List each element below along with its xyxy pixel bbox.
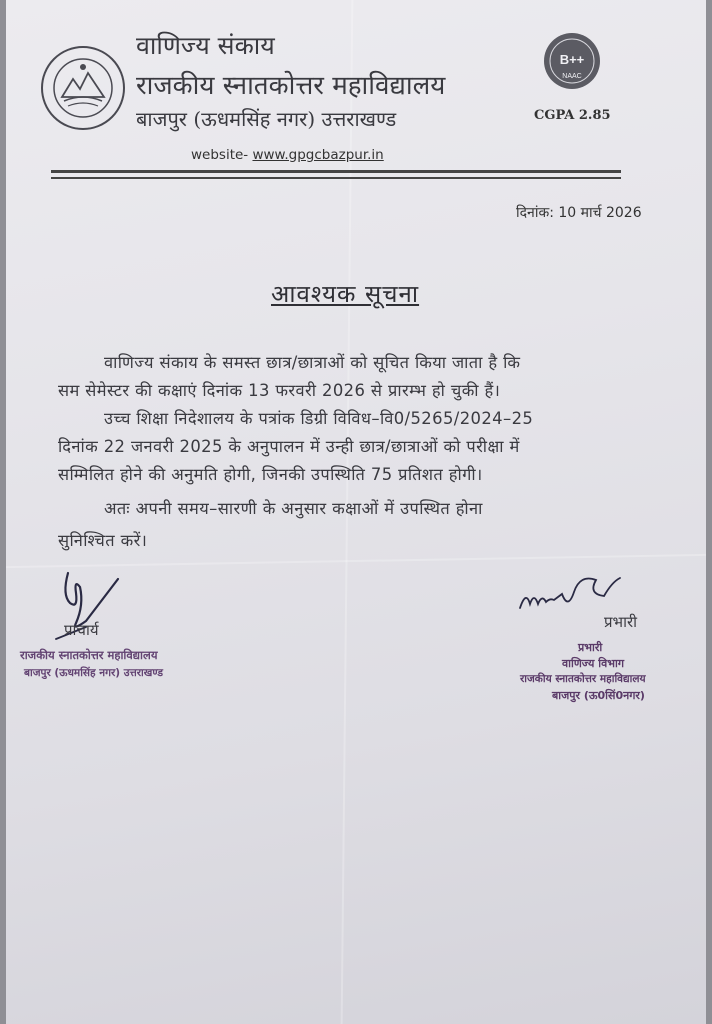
cgpa-score: CGPA 2.85 [534, 108, 611, 123]
incharge-stamp-line-1: प्रभारी [578, 641, 603, 654]
naac-badge-icon [542, 30, 602, 92]
incharge-stamp-line-4: बाजपुर (ऊ0सिं0नगर) [552, 689, 645, 702]
body-line-4: दिनांक 22 जनवरी 2025 के अनुपालन में उन्ही छात्र/छात्राओं को परीक्षा में [58, 437, 520, 456]
college-name: राजकीय स्नातकोत्तर महाविद्यालय [136, 71, 446, 101]
body-line-2: सम सेमेस्टर की कक्षाएं दिनांक 13 फरवरी 2026 से प्रारम्भ हो चुकी हैं। [58, 381, 501, 400]
notice-paper [6, 0, 706, 1024]
body-line-6: अतः अपनी समय–सारणी के अनुसार कक्षाओं में उपस्थित होना [104, 499, 483, 518]
body-line-3: उच्च शिक्षा निदेशालय के पत्रांक डिग्री विविध–वि0/5265/2024–25 [104, 409, 534, 428]
college-emblem-icon [40, 45, 126, 131]
website-link[interactable]: www.gpgcbazpur.in [252, 147, 384, 163]
body-line-5: सम्मिलित होने की अनुमति होगी, जिनकी उपस्थिति 75 प्रतिशत होगी। [58, 465, 483, 484]
principal-stamp-line-2: बाजपुर (ऊधमसिंह नगर) उत्तराखण्ड [24, 667, 163, 679]
principal-stamp-line-1: राजकीय स्नातकोत्तर महाविद्यालय [20, 648, 158, 662]
naac-label: NAAC [562, 73, 582, 80]
header-divider [51, 177, 621, 179]
notice-date: दिनांक: 10 मार्च 2026 [516, 205, 642, 221]
naac-grade: B++ [559, 52, 585, 67]
body-line-1: वाणिज्य संकाय के समस्त छात्र/छात्राओं को सूचित किया जाता है कि [104, 353, 521, 372]
faculty-name: वाणिज्य संकाय [136, 31, 275, 60]
body-line-7: सुनिश्चित करें। [58, 531, 148, 550]
notice-title: आवश्यक सूचना [271, 280, 420, 308]
college-location: बाजपुर (ऊधमसिंह नगर) उत्तराखण्ड [136, 107, 397, 131]
header-divider [51, 170, 621, 173]
website-label: website- [191, 147, 253, 163]
principal-label: प्राचार्य [64, 621, 99, 639]
website-line [191, 147, 384, 163]
incharge-label: प्रभारी [604, 613, 637, 631]
incharge-stamp-line-3: राजकीय स्नातकोत्तर महाविद्यालय [520, 673, 646, 685]
incharge-stamp-line-2: वाणिज्य विभाग [562, 657, 625, 670]
